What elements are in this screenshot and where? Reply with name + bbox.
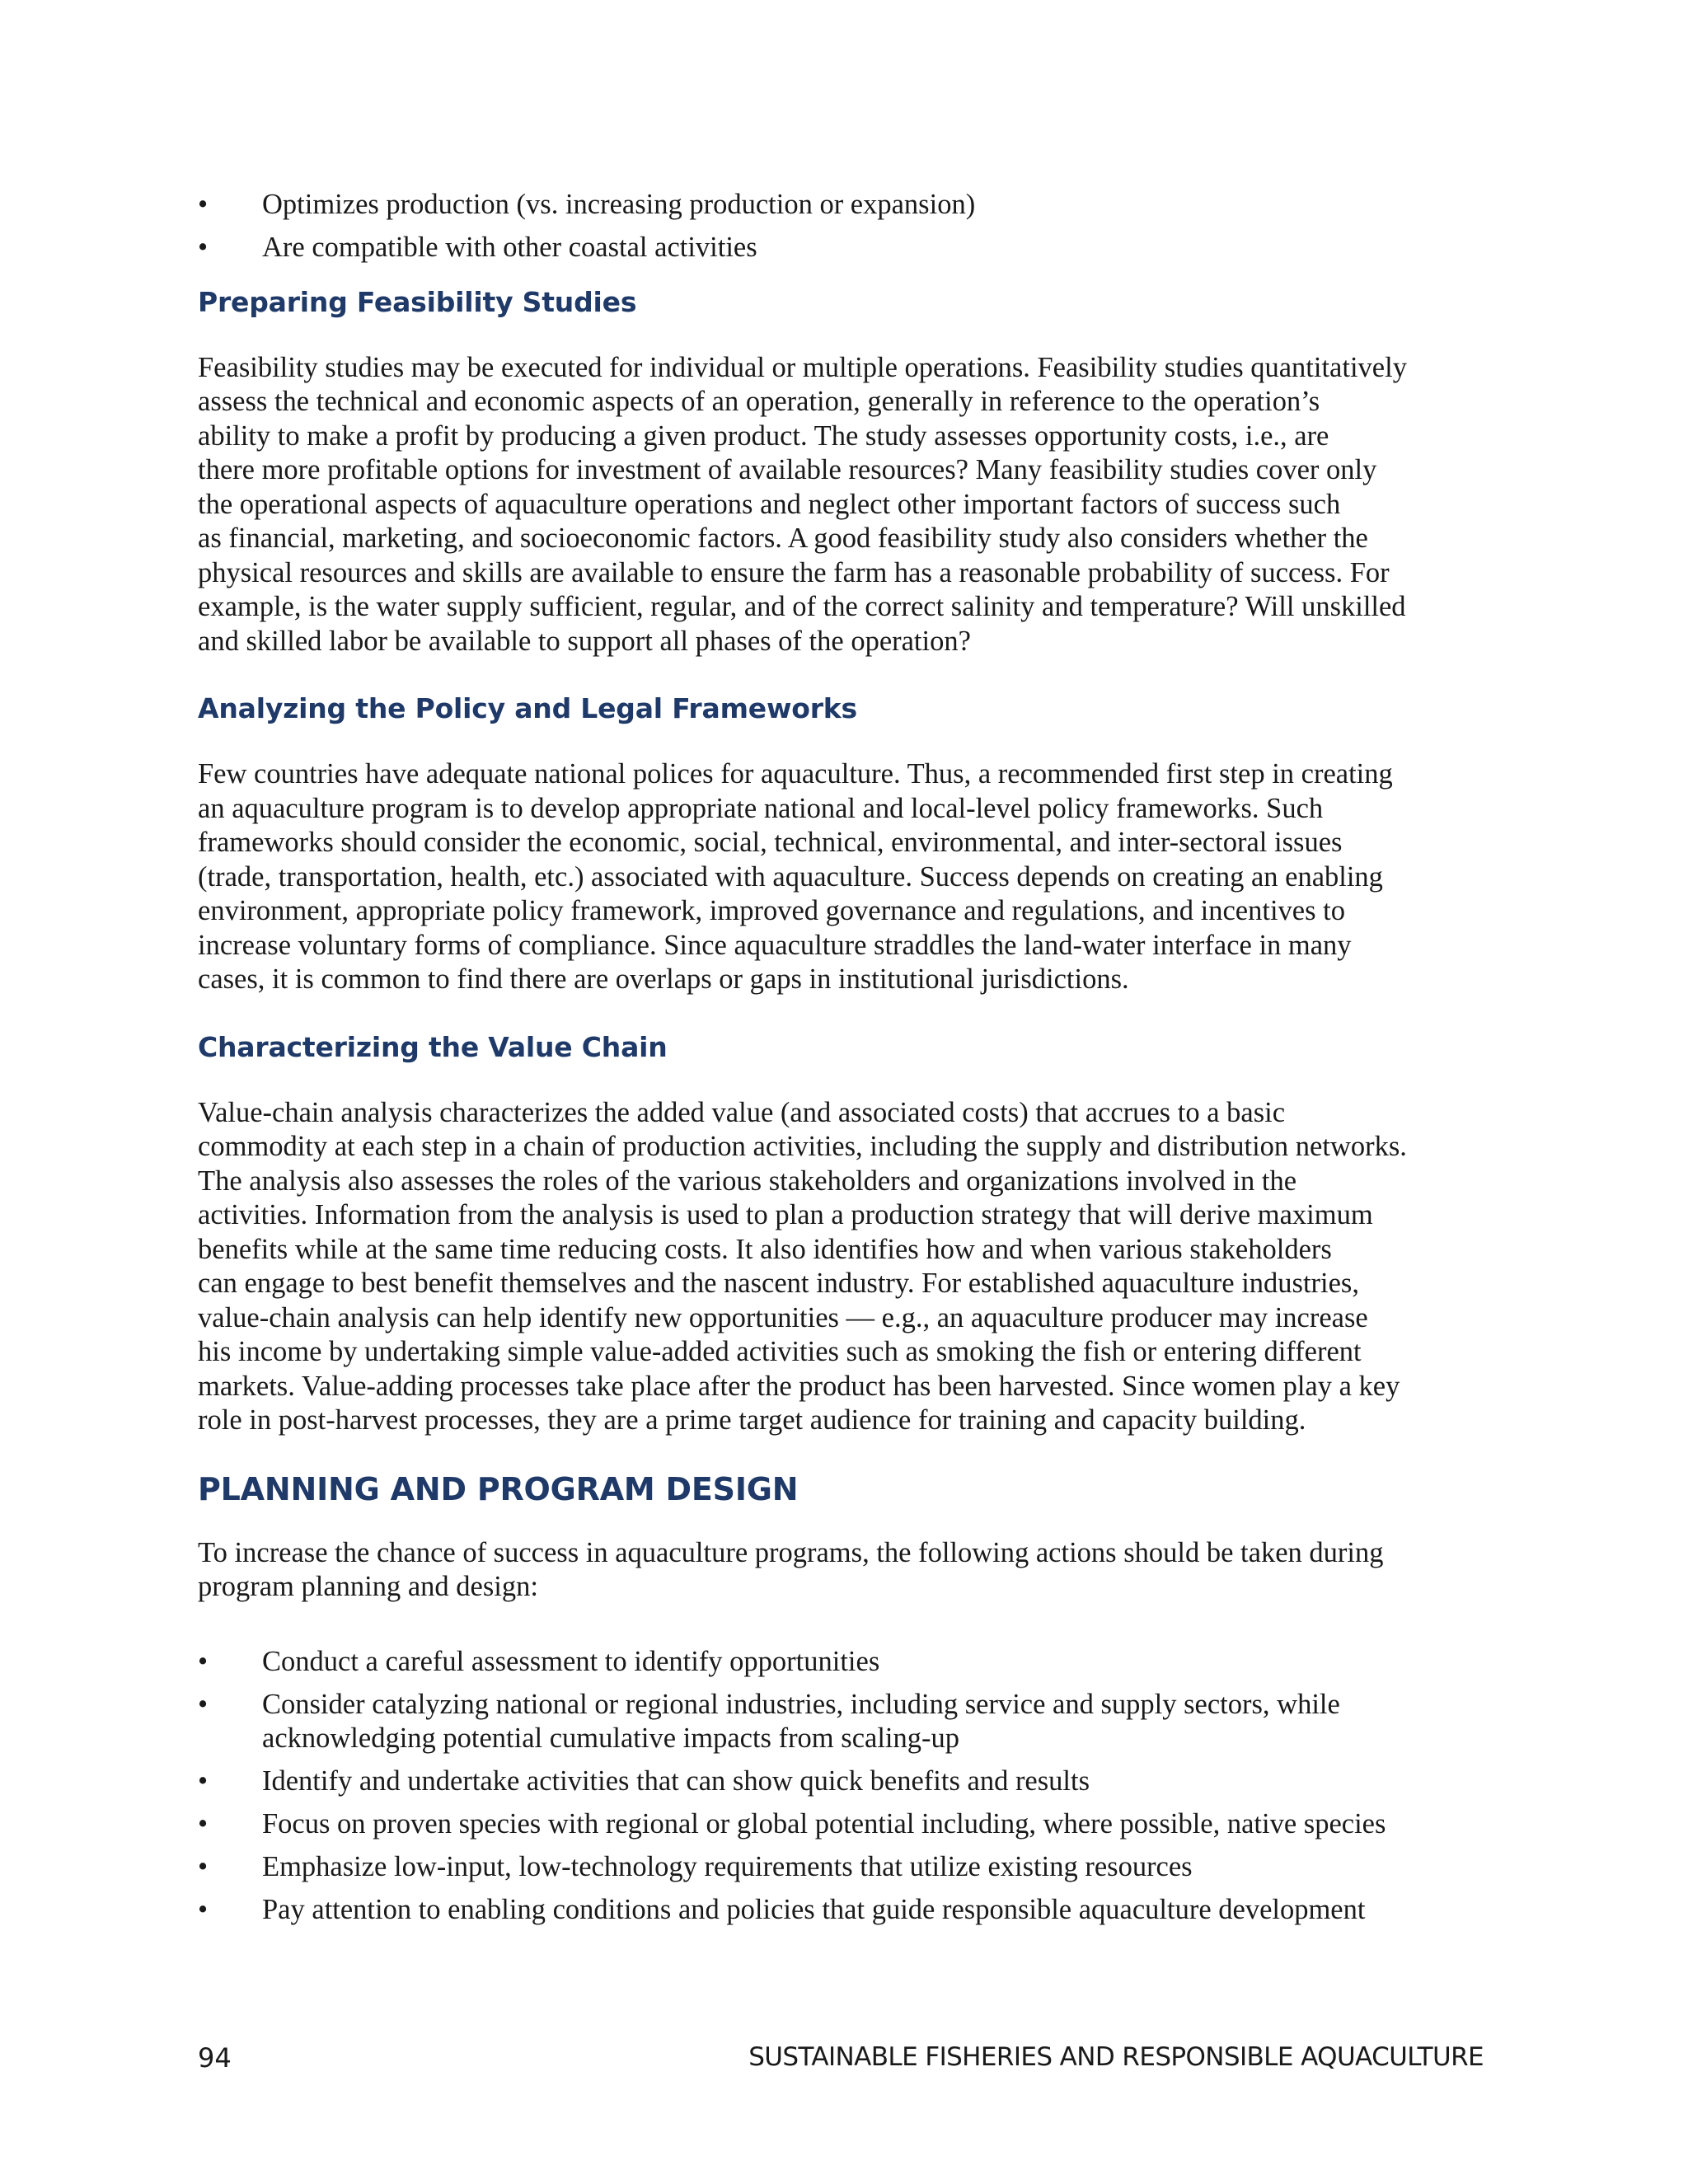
list-item: • Identify and undertake activities that can show quick benefits and results	[198, 1765, 1484, 1799]
list-item: • Emphasize low-input, low-technology requirements that utilize existing resources	[198, 1850, 1484, 1885]
bullet-marker: •	[198, 232, 209, 263]
planning-heading: PLANNING AND PROGRAM DESIGN	[198, 1470, 799, 1507]
section-body-value-chain: Value-chain analysis characterizes the added value (and associated costs) that accrues to a basic commodity at each step in a chain of production activities, including the supply and distribution networks. The analysis also assesses the roles of the various stakeholders and organizations involved in the activities. Information from the analysis is used to plan a production strategy that will derive maximum benefits while at the same time reducing costs. It also identifies how and when various stakeholders can engage to best benefit themselves and the nascent industry. For established aquaculture industries, value-chain analysis can help identify new opportunities — e.g., an aquaculture producer may increase his income by undertaking simple value-added activities such as smoking the fish or entering different markets. Value-adding processes take place after the product has been harvested. Since women play a key role in post-harvest processes, they are a prime target audience for training and capacity building.	[198, 1096, 1407, 1436]
bullet-marker: •	[198, 1808, 209, 1840]
planning-intro: To increase the chance of success in aquaculture programs, the following actions should be taken during program planning and design:	[198, 1536, 1384, 1602]
list-item: • Pay attention to enabling conditions and policies that guide responsible aquaculture development	[198, 1893, 1484, 1928]
list-item: • Optimizes production (vs. increasing production or expansion)	[198, 188, 1484, 223]
section-heading-policy: Analyzing the Policy and Legal Frameworks	[198, 692, 857, 724]
page-content	[198, 188, 1484, 1936]
page-footer	[198, 2042, 1484, 2079]
bullet-marker: •	[198, 1765, 209, 1797]
intro-bullet-list	[198, 188, 1484, 265]
bullet-marker: •	[198, 1645, 209, 1677]
list-item: • Conduct a careful assessment to identify opportunities	[198, 1645, 1484, 1680]
page-number: 94	[198, 2042, 232, 2074]
bullet-marker: •	[198, 1688, 209, 1720]
list-item: • Are compatible with other coastal activities	[198, 231, 1484, 265]
bullet-marker: •	[198, 1851, 209, 1882]
planning-bullet-list	[198, 1645, 1484, 1928]
bullet-marker: •	[198, 1894, 209, 1925]
section-heading-value-chain: Characterizing the Value Chain	[198, 1030, 668, 1063]
section-body-policy: Few countries have adequate national polices for aquaculture. Thus, a recommended first step in creating an aquaculture program is to develop appropriate national and local-level policy frameworks. Such frameworks should consider the economic, social, technical, environmental, and inter-sectoral issues (trade, transportation, health, etc.) associated with aquaculture. Success depends on creating an enabling environment, appropriate policy framework, improved governance and regulations, and incentives to increase voluntary forms of compliance. Since aquaculture straddles the land-water interface in many cases, it is common to find there are overlaps or gaps in institutional jurisdictions.	[198, 758, 1393, 995]
section-body-feasibility: Feasibility studies may be executed for individual or multiple operations. Feasibility studies quantitatively assess the technical and economic aspects of an operation, generally in reference to the operation’s ability to make a profit by producing a given product. The study assesses opportunity costs, i.e., are there more profitable options for investment of available resources? Many feasibility studies cover only the operational aspects of aquaculture operations and neglect other important factors of success such as financial, marketing, and socioeconomic factors. A good feasibility study also considers whether the physical resources and skills are available to ensure the farm has a reasonable probability of success. For example, is the water supply sufficient, regular, and of the correct salinity and temperature? Will unskilled and skilled labor be available to support all phases of the operation?	[198, 351, 1407, 657]
section-heading-feasibility: Preparing Feasibility Studies	[198, 285, 637, 318]
list-item: • Consider catalyzing national or regional industries, including service and supply sectors, while acknowledging potential cumulative impacts from scaling-up	[198, 1688, 1340, 1754]
bullet-marker: •	[198, 189, 209, 220]
list-item: • Focus on proven species with regional or global potential including, where possible, native species	[198, 1807, 1484, 1842]
running-footer-title: SUSTAINABLE FISHERIES AND RESPONSIBLE AQUACULTURE	[748, 2042, 1484, 2072]
